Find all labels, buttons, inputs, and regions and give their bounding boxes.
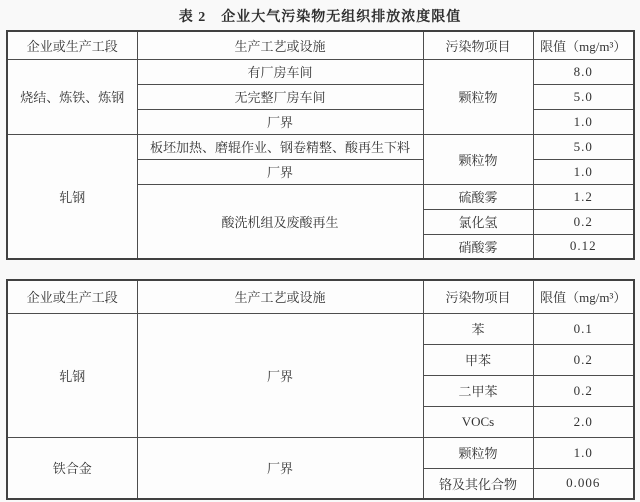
cell-limit: 0.2 xyxy=(533,375,634,406)
cell-enterprise: 铁合金 xyxy=(7,437,137,499)
header-cell-pollutant: 污染物项目 xyxy=(423,31,533,59)
cell-pollutant: VOCs xyxy=(423,406,533,437)
cell-process: 厂界 xyxy=(137,159,423,184)
cell-process: 有厂房车间 xyxy=(137,59,423,84)
cell-pollutant: 甲苯 xyxy=(423,344,533,375)
header-cell-limit: 限值（mg/m³） xyxy=(533,280,634,313)
cell-limit: 1.0 xyxy=(533,437,634,468)
header-cell-enterprise: 企业或生产工段 xyxy=(7,280,137,313)
header-cell-pollutant: 污染物项目 xyxy=(423,280,533,313)
table-row xyxy=(7,313,634,344)
cell-enterprise: 轧钢 xyxy=(7,134,137,259)
cell-pollutant: 颗粒物 xyxy=(423,437,533,468)
cell-pollutant: 苯 xyxy=(423,313,533,344)
cell-limit: 0.2 xyxy=(533,344,634,375)
table-row xyxy=(7,134,634,159)
cell-limit: 1.0 xyxy=(533,159,634,184)
cell-process: 厂界 xyxy=(137,109,423,134)
cell-limit: 1.0 xyxy=(533,109,634,134)
cell-enterprise: 烧结、炼铁、炼钢 xyxy=(7,59,137,134)
cell-limit: 5.0 xyxy=(533,84,634,109)
cell-process: 酸洗机组及废酸再生 xyxy=(137,184,423,259)
header-cell-limit: 限值（mg/m³） xyxy=(533,31,634,59)
table-row xyxy=(7,59,634,84)
table-header-row xyxy=(7,31,634,59)
cell-pollutant: 二甲苯 xyxy=(423,375,533,406)
cell-limit: 5.0 xyxy=(533,134,634,159)
cell-limit: 8.0 xyxy=(533,59,634,84)
cell-limit: 1.2 xyxy=(533,184,634,209)
header-cell-process: 生产工艺或设施 xyxy=(137,31,423,59)
cell-process: 厂界 xyxy=(137,313,423,437)
cell-pollutant: 氯化氢 xyxy=(423,209,533,234)
emission-limits-table-1 xyxy=(6,30,635,260)
cell-limit: 2.0 xyxy=(533,406,634,437)
cell-process: 板坯加热、磨辊作业、钢卷精整、酸再生下料 xyxy=(137,134,423,159)
cell-limit: 0.1 xyxy=(533,313,634,344)
table-header-row xyxy=(7,280,634,313)
cell-enterprise: 轧钢 xyxy=(7,313,137,437)
cell-pollutant: 硝酸雾 xyxy=(423,234,533,259)
header-cell-enterprise: 企业或生产工段 xyxy=(7,31,137,59)
table-row xyxy=(7,437,634,468)
cell-limit: 0.12 xyxy=(533,234,634,259)
cell-pollutant: 硫酸雾 xyxy=(423,184,533,209)
cell-limit: 0.2 xyxy=(533,209,634,234)
cell-process: 厂界 xyxy=(137,437,423,499)
cell-pollutant: 颗粒物 xyxy=(423,134,533,184)
cell-pollutant: 铬及其化合物 xyxy=(423,468,533,499)
cell-pollutant: 颗粒物 xyxy=(423,59,533,134)
cell-limit: 0.006 xyxy=(533,468,634,499)
emission-limits-table-2 xyxy=(6,279,635,500)
page-title: 表 2 企业大气污染物无组织排放浓度限值 xyxy=(178,10,462,25)
cell-process: 无完整厂房车间 xyxy=(137,84,423,109)
header-cell-process: 生产工艺或设施 xyxy=(137,280,423,313)
